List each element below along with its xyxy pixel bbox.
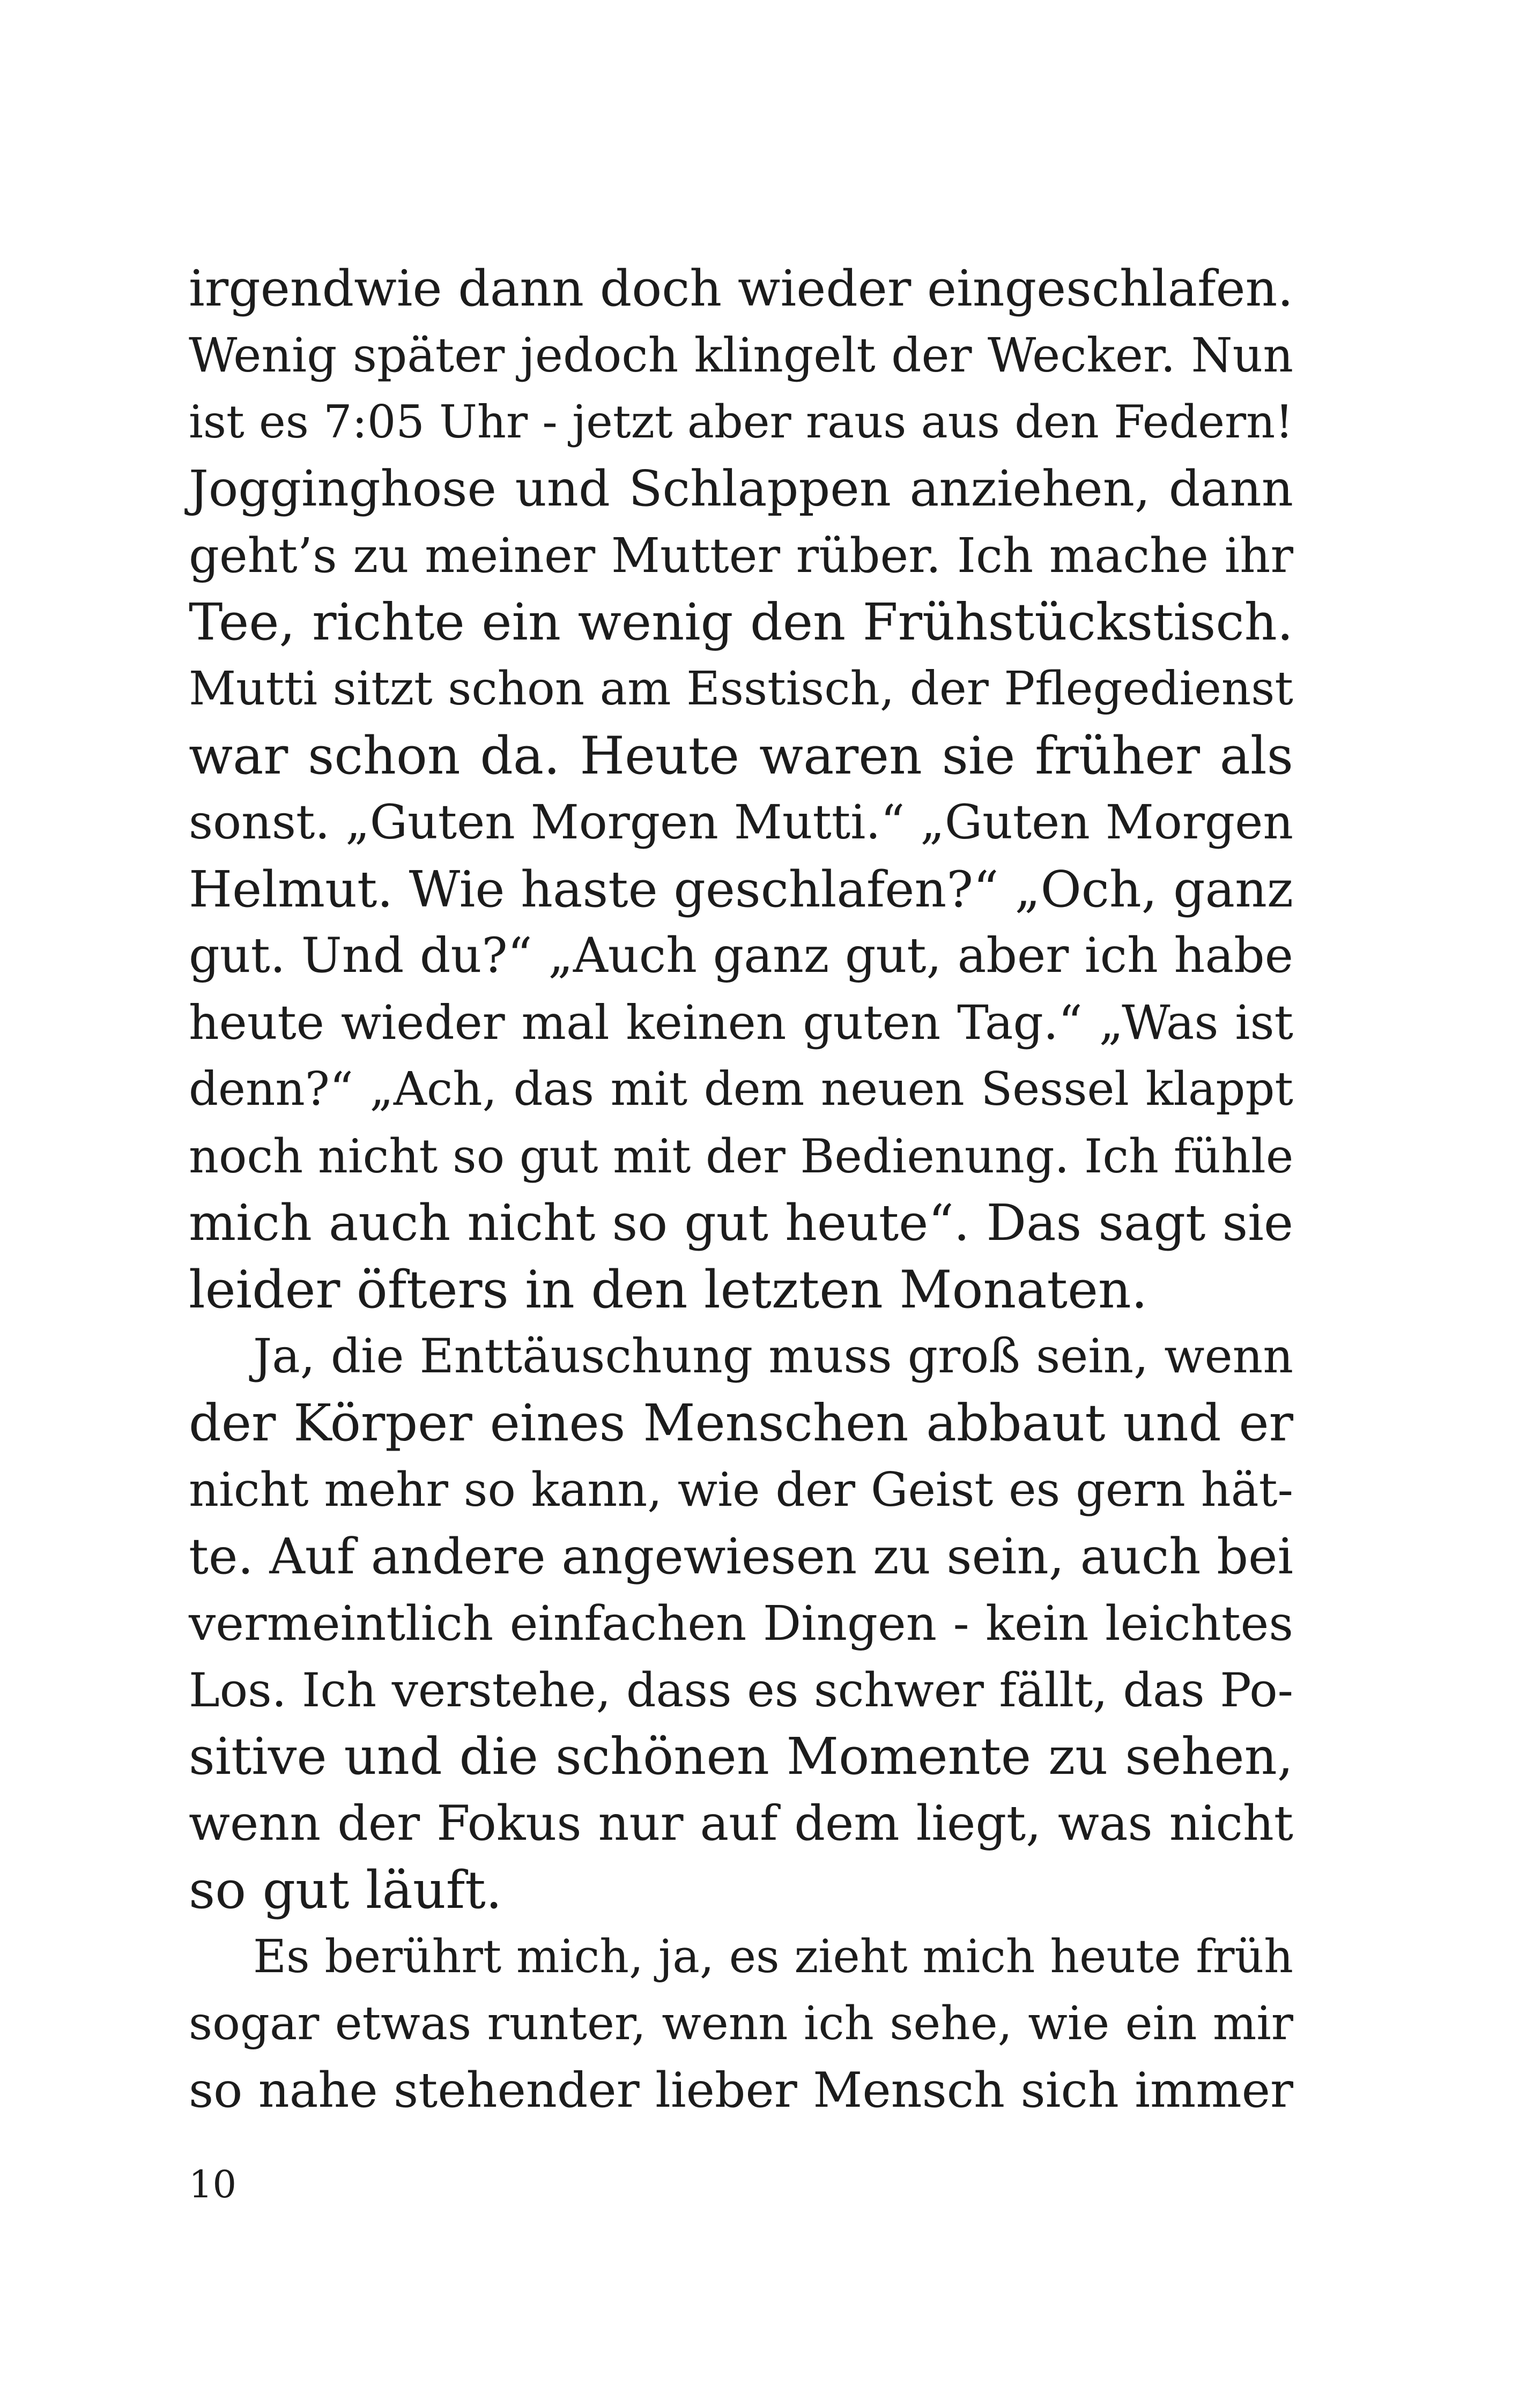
text-line: nicht mehr so kann, wie der Geist es gern hät- <box>189 1462 1293 1517</box>
text-line: irgendwie dann doch wieder eingeschlafen. <box>189 259 1293 317</box>
text-line: so gut läuft. <box>189 1860 502 1920</box>
text-line: sonst. „Guten Morgen Mutti.“ „Guten Morgen <box>189 794 1293 850</box>
text-line: war schon da. Heute waren sie früher als <box>189 725 1293 786</box>
text-line: ist es 7:05 Uhr - jetzt aber raus aus den Federn! <box>189 396 1293 448</box>
text-line: geht’s zu meiner Mutter rüber. Ich mache ihr <box>189 527 1293 583</box>
page-number: 10 <box>189 2162 237 2206</box>
text-line: Helmut. Wie haste geschlafen?“ „Och, ganz <box>189 860 1293 918</box>
text-line: Ja, die Enttäuschung muss groß sein, wenn <box>253 1328 1293 1384</box>
text-line: sitive und die schönen Momente zu sehen, <box>189 1727 1293 1786</box>
text-line: te. Auf andere angewiesen zu sein, auch bei <box>189 1527 1293 1585</box>
text-line: vermeintlich einfachen Dingen - kein leichtes <box>189 1595 1293 1651</box>
text-line: Los. Ich verstehe, dass es schwer fällt, das Po- <box>189 1662 1293 1718</box>
text-line: mich auch nicht so gut heute“. Das sagt sie <box>189 1194 1293 1252</box>
text-line: Es berührt mich, ja, es zieht mich heute früh <box>253 1930 1293 1983</box>
text-line: Wenig später jedoch klingelt der Wecker. Nun <box>189 327 1293 383</box>
text-line: so nahe stehender lieber Mensch sich immer <box>189 2062 1293 2119</box>
text-line: gut. Und du?“ „Auch ganz gut, aber ich habe <box>189 927 1293 984</box>
body-text <box>189 255 1293 2124</box>
text-line: Tee, richte ein wenig den Frühstückstisch. <box>189 592 1293 652</box>
text-line: noch nicht so gut mit der Bedienung. Ich fühle <box>189 1128 1294 1184</box>
text-line: denn?“ „Ach, das mit dem neuen Sessel klappt <box>189 1062 1293 1116</box>
text-line: sogar etwas runter, wenn ich sehe, wie ein mir <box>189 1997 1293 2050</box>
text-line: heute wieder mal keinen guten Tag.“ „Was ist <box>189 994 1293 1050</box>
text-line: wenn der Fokus nur auf dem liegt, was nicht <box>189 1795 1293 1852</box>
text-line: Jogginghose und Schlappen anziehen, dann <box>189 459 1293 517</box>
text-line: Mutti sitzt schon am Esstisch, der Pflegedienst <box>189 662 1293 716</box>
text-line: leider öfters in den letzten Monaten. <box>189 1259 1148 1320</box>
text-line: der Körper eines Menschen abbaut und er <box>189 1393 1293 1453</box>
